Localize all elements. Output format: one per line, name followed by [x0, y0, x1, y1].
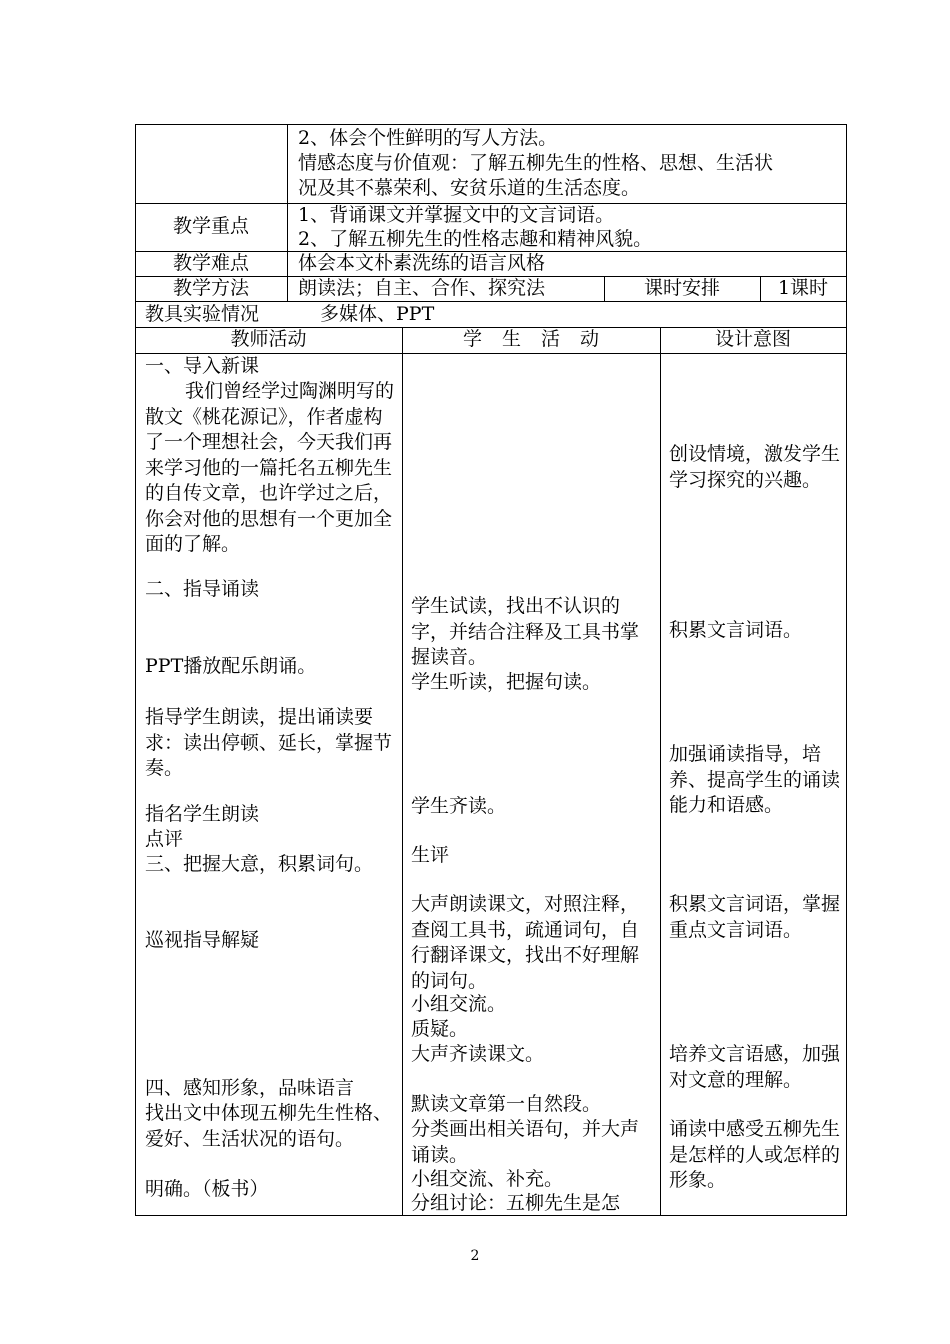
methods-value: 朗读法；自主、合作、探究法: [298, 277, 546, 299]
student-step: 生评: [411, 844, 450, 866]
table-border-right: [846, 124, 847, 1216]
key-point-line: 1、背诵课文并掌握文中的文言词语。: [298, 204, 615, 226]
key-points-label: 教学重点: [172, 215, 249, 237]
student-step: 学生试读，找出不认识的字，并结合注释及工具书掌握读音。: [411, 595, 640, 668]
student-step: 学生齐读。: [411, 795, 507, 817]
schedule-label: 课时安排: [643, 277, 720, 299]
equipment-label: 教具实验情况: [145, 303, 260, 325]
schedule-value: 1课时: [777, 277, 829, 299]
section-title: 三、把握大意，积累词句。: [145, 853, 374, 875]
table-border-top: [135, 124, 847, 125]
label-column-divider: [287, 124, 288, 301]
design-intent: 积累文言词语，掌握重点文言词语。: [669, 893, 841, 941]
teacher-step: 找出文中体现五柳先生性格、爱好、生活状况的语句。: [145, 1102, 393, 1150]
teacher-header: 教师活动: [230, 328, 307, 350]
teacher-step: PPT播放配乐朗诵。: [145, 655, 317, 677]
page-number: 2: [470, 1248, 480, 1264]
methods-label: 教学方法: [172, 277, 249, 299]
objective-line: 况及其不慕荣利、安贫乐道的生活态度。: [298, 177, 641, 199]
student-step: 分组讨论：五柳先生是怎: [411, 1192, 621, 1214]
equipment-value: 多媒体、PPT: [320, 303, 435, 325]
intro-paragraph: 我们曾经学过陶渊明写的散文《桃花源记》，作者虚构了一个理想社会，今天我们再来学习他的一篇托名五柳先生的自传文章，也许学过之后，你会对他的思想有一个更加全面的了解。: [145, 380, 395, 555]
design-intent: 创设情境，激发学生学习探究的兴趣。: [669, 443, 841, 491]
teacher-step: 指导学生朗读，提出诵读要求：读出停顿、延长，掌握节奏。: [145, 706, 393, 779]
objective-line: 2、体会个性鲜明的写人方法。: [298, 127, 558, 149]
student-step: 小组交流。: [411, 993, 507, 1015]
teacher-student-divider: [402, 327, 403, 1216]
lesson-plan-table: [135, 124, 847, 1216]
design-header: 设计意图: [714, 328, 791, 350]
section-title: 一、导入新课: [145, 355, 260, 377]
student-step: 大声齐读课文。: [411, 1043, 545, 1065]
design-intent: 积累文言词语。: [669, 619, 803, 641]
design-intent: 诵读中感受五柳先生是怎样的人或怎样的形象。: [669, 1118, 841, 1191]
teacher-step: 点评: [145, 828, 184, 850]
student-design-divider: [660, 327, 661, 1216]
teacher-step: 巡视指导解疑: [145, 929, 260, 951]
design-intent: 加强诵读指导，培养、提高学生的诵读能力和语感。: [669, 743, 841, 816]
section-title: 四、感知形象，品味语言: [145, 1077, 355, 1099]
teacher-step: 指名学生朗读: [145, 803, 260, 825]
student-step: 分类画出相关语句，并大声诵读。: [411, 1118, 640, 1166]
student-step: 大声朗读课文，对照注释，查阅工具书，疏通词句，自行翻译课文，找出不好理解的词句。: [411, 893, 640, 992]
student-header: 学 生 活 动: [462, 328, 600, 350]
teacher-step: 明确。（板书）: [145, 1178, 269, 1200]
section-title: 二、指导诵读: [145, 578, 260, 600]
objective-line: 情感态度与价值观：了解五柳先生的性格、思想、生活状: [298, 152, 774, 174]
student-step: 学生听读，把握句读。: [411, 671, 602, 693]
student-step: 小组交流、补充。: [411, 1168, 564, 1190]
key-point-line: 2、了解五柳先生的性格志趣和精神风貌。: [298, 228, 653, 250]
student-step: 默读文章第一自然段。: [411, 1093, 602, 1115]
difficulty-value: 体会本文朴素洗练的语言风格: [298, 252, 546, 274]
student-step: 质疑。: [411, 1018, 469, 1040]
difficulty-label: 教学难点: [172, 252, 249, 274]
design-intent: 培养文言语感，加强对文意的理解。: [669, 1043, 841, 1091]
